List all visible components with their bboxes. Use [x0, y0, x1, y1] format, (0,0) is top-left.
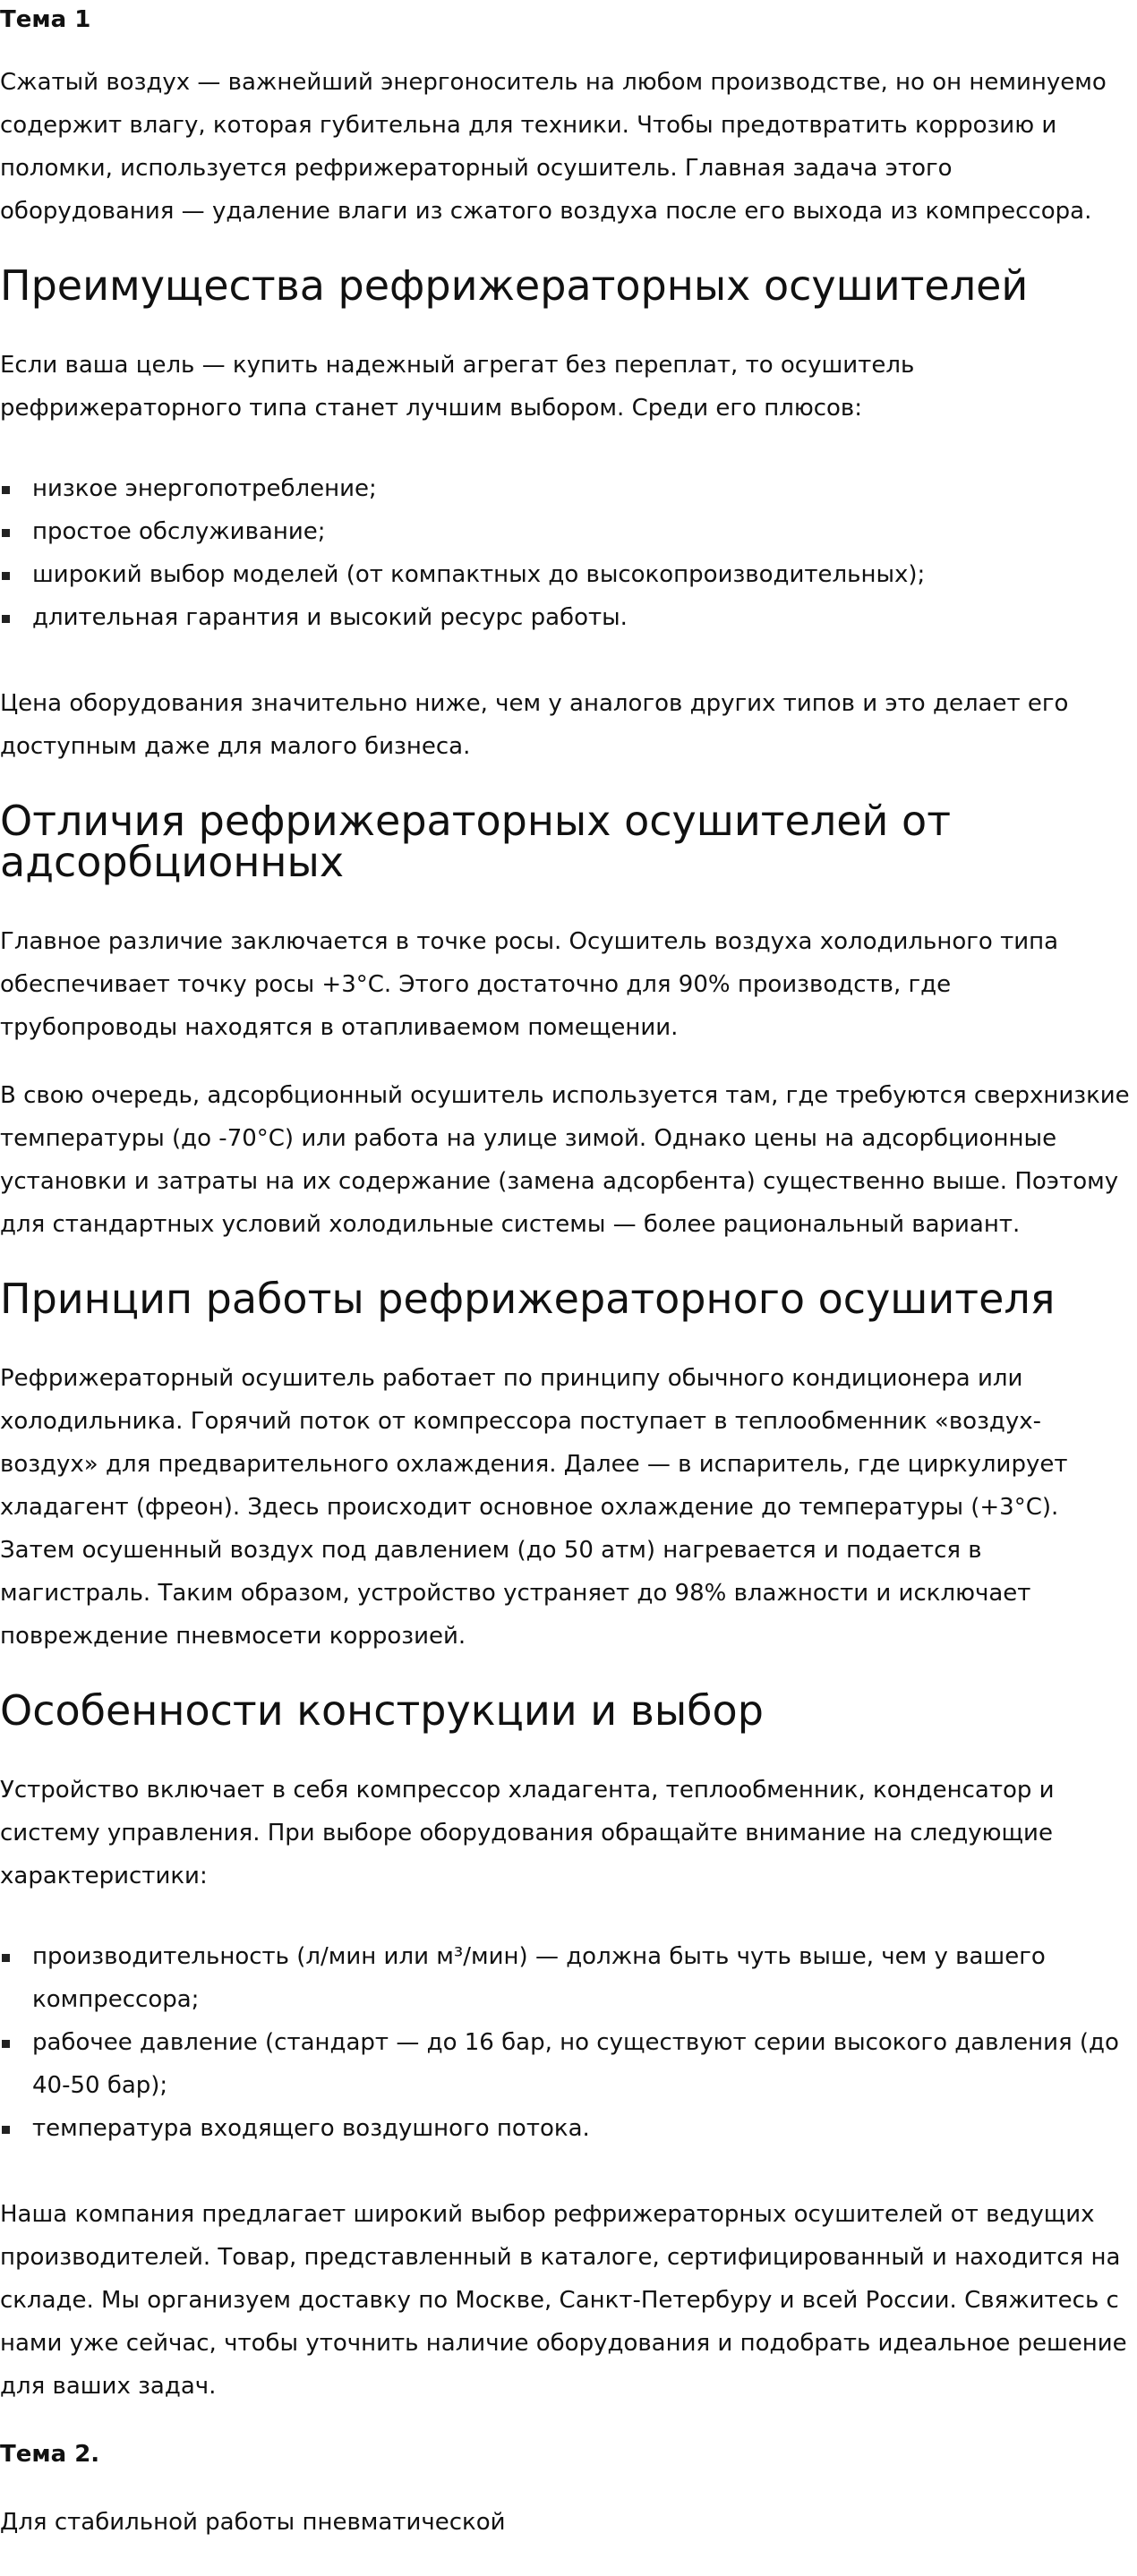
design-outro: Наша компания предлагает широкий выбор рефрижераторных осушителей от ведущих производителей. Товар, представленный в каталоге, сертифицированный и находится на складе. Мы организуем доставку по Москве, Санкт-Петербуру и всей России. Свяжитесь с нами уже сейчас, чтобы уточнить наличие оборудования и подобрать идеальное решение для ваших задач. — [0, 2201, 1127, 2400]
list-item: длительная гарантия и высокий ресурс работы. — [0, 596, 1132, 639]
section-heading-advantages: Преимущества рефрижераторных осушителей — [0, 261, 1029, 310]
list-item: широкий выбор моделей (от компактных до высокопроизводительных); — [0, 553, 1132, 596]
list-item: низкое энергопотребление; — [0, 467, 1132, 510]
section-heading-differences: Отличия рефрижераторных осушителей от адсорбционных — [0, 797, 951, 886]
topic-2-paragraph: Для стабильной работы пневматической — [0, 2509, 506, 2536]
design-lead: Устройство включает в себя компрессор хладагента, теплообменник, конденсатор и систему управления. При выборе оборудования обращайте внимание на следующие характеристики: — [0, 1777, 1055, 1889]
advantages-lead: Если ваша цель — купить надежный агрегат без переплат, то осушитель рефрижераторного типа станет лучшим выбором. Среди его плюсов: — [0, 352, 915, 422]
advantages-outro: Цена оборудования значительно ниже, чем у аналогов других типов и это делает его доступным даже для малого бизнеса. — [0, 690, 1069, 760]
advantages-list — [0, 467, 1132, 639]
design-criteria-list — [0, 1935, 1132, 2150]
topic-1-label: Тема 1 — [0, 6, 91, 33]
section-heading-design: Особенности конструкции и выбор — [0, 1686, 764, 1735]
differences-paragraph-2: В свою очередь, адсорбционный осушитель используется там, где требуются сверхнизкие температуры (до -70°C) или работа на улице зимой. Однако цены на адсорбционные установки и затраты на их содержание (замена адсорбента) существенно выше. Поэтому для стандартных условий холодильные системы — более рациональный вариант. — [0, 1082, 1130, 1238]
list-item: рабочее давление (стандарт — до 16 бар, но существуют серии высокого давления (до 40-50 бар); — [0, 2021, 1132, 2107]
list-item: простое обслуживание; — [0, 510, 1132, 553]
list-item: производительность (л/мин или м³/мин) — должна быть чуть выше, чем у вашего компрессора; — [0, 1935, 1132, 2021]
topic-2-label: Тема 2. — [0, 2441, 100, 2468]
principle-paragraph: Рефрижераторный осушитель работает по принципу обычного кондиционера или холодильника. Горячий поток от компрессора поступает в теплообменник «воздух-воздух» для предварительного охлаждения. Далее — в испаритель, где циркулирует хладагент (фреон). Здесь происходит основное охлаждение до температуры (+3°C). Затем осушенный воздух под давлением (до 50 атм) нагревается и подается в магистраль. Таким образом, устройство устраняет до 98% влажности и исключает повреждение пневмосети коррозией. — [0, 1365, 1068, 1650]
section-heading-principle: Принцип работы рефрижераторного осушителя — [0, 1275, 1056, 1323]
differences-paragraph-1: Главное различие заключается в точке росы. Осушитель воздуха холодильного типа обеспечивает точку росы +3°C. Этого достаточно для 90% производств, где трубопроводы находятся в отапливаемом помещении. — [0, 928, 1059, 1041]
list-item: температура входящего воздушного потока. — [0, 2107, 1132, 2150]
intro-paragraph: Сжатый воздух — важнейший энергоноситель на любом производстве, но он неминуемо содержит влагу, которая губительна для техники. Чтобы предотвратить коррозию и поломки, используется рефрижераторный осушитель. Главная задача этого оборудования — удаление влаги из сжатого воздуха после его выхода из компрессора. — [0, 69, 1107, 225]
